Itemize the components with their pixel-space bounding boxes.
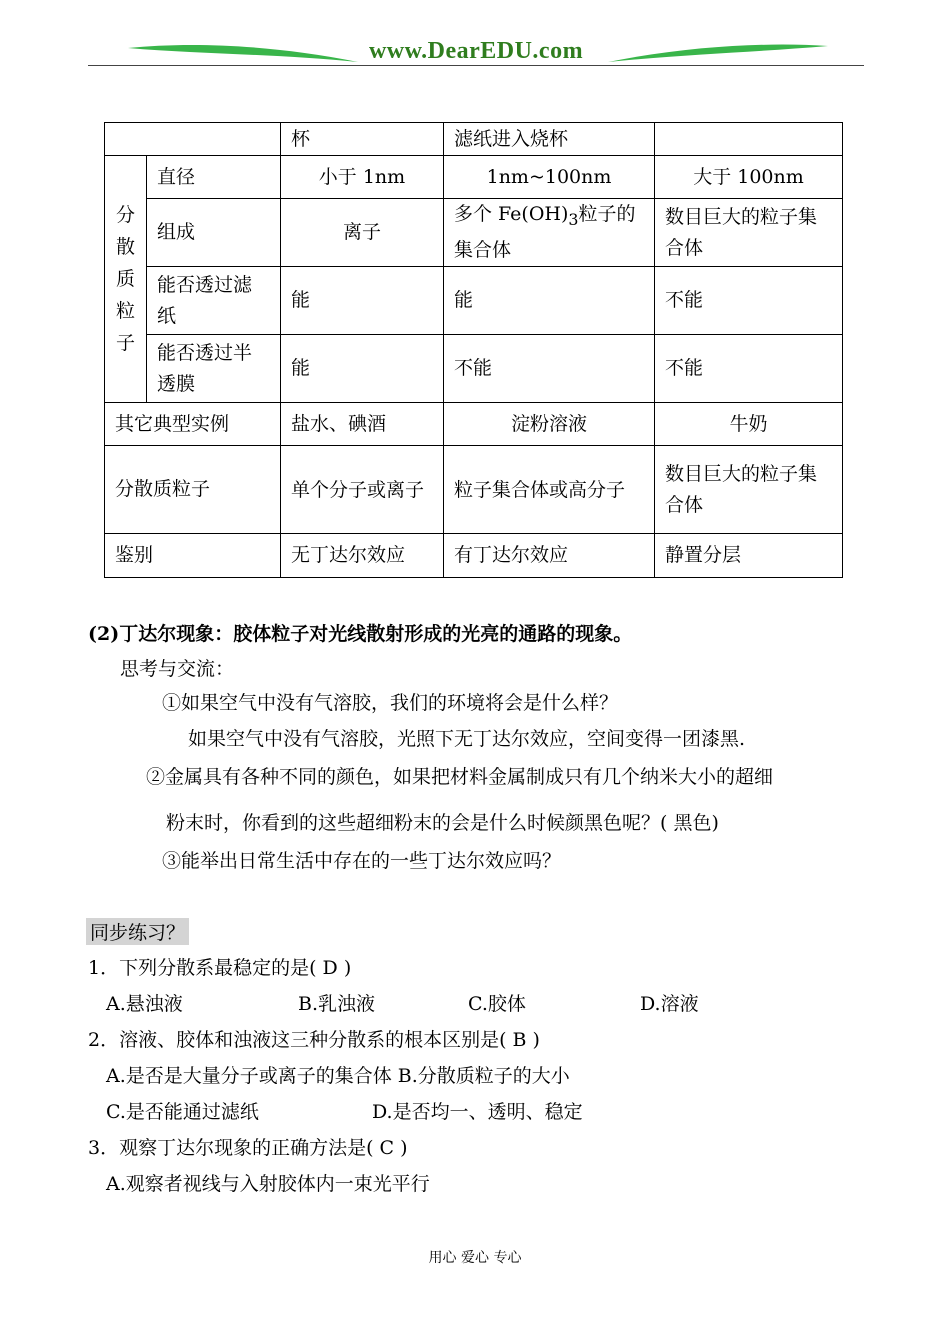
- table-cell: 牛奶: [655, 403, 843, 446]
- table-cell: [444, 199, 655, 267]
- row-label: 组成: [147, 199, 281, 267]
- dispersion-comparison-table: [104, 122, 843, 578]
- discussion-title: 思考与交流：: [120, 658, 235, 680]
- question-2-line-2: 粉末时，你看到的这些超细粉末的会是什么时候颜黑色呢？( 黑色): [166, 812, 719, 834]
- page-header: [88, 36, 864, 72]
- row-label: 能否透过滤纸: [147, 267, 281, 335]
- table-cell: [105, 123, 281, 156]
- table-row: [105, 199, 843, 267]
- question-1: ①如果空气中没有气溶胶，我们的环境将会是什么样？: [162, 692, 619, 714]
- table-row: [105, 267, 843, 335]
- option-c: C.胶体: [468, 993, 526, 1015]
- formula-prefix: 多个 Fe(OH): [454, 203, 569, 226]
- table-cell: 盐水、碘酒: [281, 403, 444, 446]
- table-cell: 有丁达尔效应: [444, 534, 655, 578]
- table-cell: 淀粉溶液: [444, 403, 655, 446]
- table-cell: [655, 123, 843, 156]
- option-b: B.乳浊液: [298, 993, 376, 1015]
- option-a: A.悬浊液: [106, 993, 183, 1015]
- page-footer: 用心 爱心 专心: [428, 1250, 522, 1266]
- group-label-cell: [105, 156, 147, 403]
- table-cell: 数目巨大的粒子集合体: [655, 446, 843, 534]
- table-row: [105, 335, 843, 403]
- table-cell: 离子: [281, 199, 444, 267]
- exercise-title: 同步练习？: [86, 918, 189, 945]
- table-cell: 滤纸进入烧杯: [444, 123, 655, 156]
- table-cell: 小于 1nm: [281, 156, 444, 199]
- site-logo[interactable]: www.DearEDU.com: [368, 38, 584, 64]
- answer-1: 如果空气中没有气溶胶，光照下无丁达尔效应，空间变得一团漆黑.: [188, 728, 746, 750]
- table-cell: 无丁达尔效应: [281, 534, 444, 578]
- table-row: [105, 403, 843, 446]
- table-cell: 能: [281, 267, 444, 335]
- table-cell: 粒子集合体或高分子: [444, 446, 655, 534]
- exercise-question-2: 2．溶液、胶体和浊液这三种分散系的根本区别是( B ): [88, 1029, 540, 1051]
- group-label-char: 粒: [115, 300, 135, 322]
- table-cell: 不能: [655, 335, 843, 403]
- exercise-question-1: 1．下列分散系最稳定的是( D ): [88, 957, 352, 979]
- table-cell: 不能: [655, 267, 843, 335]
- table-row: [105, 446, 843, 534]
- table-cell: 静置分层: [655, 534, 843, 578]
- row-label: 能否透过半透膜: [147, 335, 281, 403]
- row-label: 鉴别: [105, 534, 281, 578]
- option-c: C.是否能通过滤纸: [106, 1101, 259, 1123]
- right-swoosh-icon: [608, 40, 828, 68]
- table-cell: 单个分子或离子: [281, 446, 444, 534]
- table-row: [105, 156, 843, 199]
- header-rule: [88, 65, 864, 66]
- table-cell: 数目巨大的粒子集合体: [655, 199, 843, 267]
- question-2-options-ab: A.是否是大量分子或离子的集合体 B.分散质粒子的大小: [106, 1065, 570, 1087]
- option-d: D.溶液: [640, 993, 699, 1015]
- group-label-char: 质: [115, 268, 135, 290]
- table-cell: 大于 100nm: [655, 156, 843, 199]
- table-cell: 能: [444, 267, 655, 335]
- question-2-line-1: ②金属具有各种不同的颜色，如果把材料金属制成只有几个纳米大小的超细: [146, 766, 774, 788]
- table-row: [105, 123, 843, 156]
- table-cell: 能: [281, 335, 444, 403]
- row-label: 直径: [147, 156, 281, 199]
- group-label-char: 分: [115, 204, 135, 226]
- group-label: [115, 199, 136, 359]
- row-label: 其它典型实例: [105, 403, 281, 446]
- row-label: 分散质粒子: [105, 446, 281, 534]
- table-cell: 杯: [281, 123, 444, 156]
- group-label-char: 散: [115, 236, 135, 258]
- formula-subscript: 3: [568, 209, 579, 229]
- group-label-char: 子: [115, 332, 135, 354]
- exercise-question-3: 3．观察丁达尔现象的正确方法是( C ): [88, 1137, 408, 1159]
- option-a: A.观察者视线与入射胶体内一束光平行: [106, 1173, 430, 1195]
- formula-suffix: 粒子的集合体: [454, 203, 636, 261]
- table-cell: 1nm~100nm: [444, 156, 655, 199]
- table-cell: 不能: [444, 335, 655, 403]
- section-heading: (2)丁达尔现象：胶体粒子对光线散射形成的光亮的通路的现象。: [88, 623, 633, 645]
- option-d: D.是否均一、透明、稳定: [372, 1101, 583, 1123]
- table-row: [105, 534, 843, 578]
- question-3: ③能举出日常生活中存在的一些丁达尔效应吗？: [162, 850, 562, 872]
